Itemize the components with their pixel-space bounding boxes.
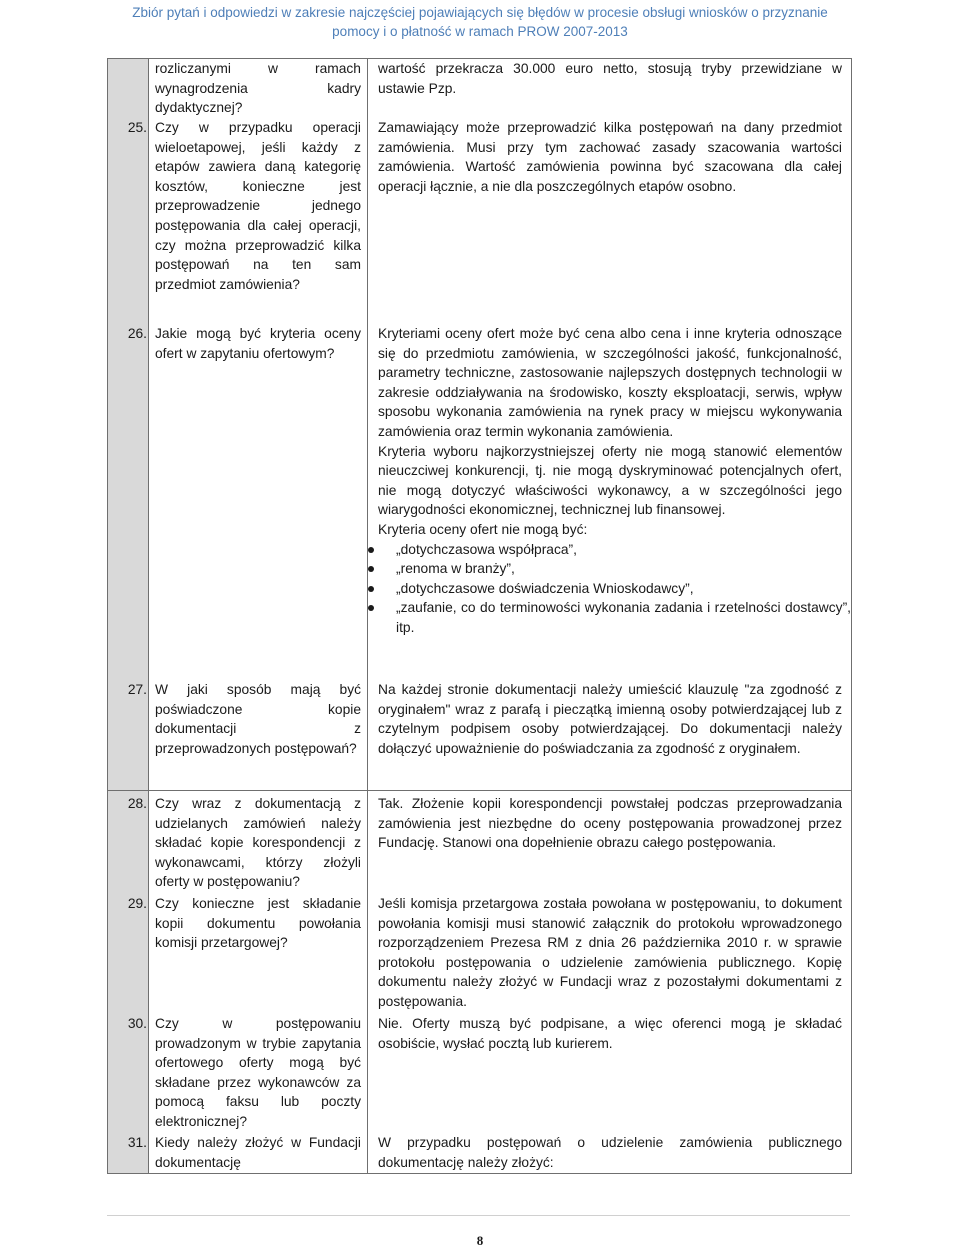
answer-paragraph: Kryteria oceny ofert nie mogą być: bbox=[378, 521, 588, 537]
list-item bbox=[368, 598, 851, 637]
answer-0 bbox=[368, 59, 851, 118]
question-text: Czy w przypadku operacji wieloetapowej, jeśli każdy z etapów zawiera daną kategorię kosztów, konieczne jest przeprowadzenie jednego postępowania dla całej operacji, czy można przeprowadzić kilka postępowań na ten sam przedmiot zamówienia? bbox=[155, 120, 361, 292]
qa-group-2 bbox=[108, 791, 852, 1174]
question-number: 27. bbox=[127, 682, 147, 697]
question-column bbox=[127, 59, 368, 791]
question-text: Kiedy należy złożyć w Fundacji dokumentację bbox=[155, 1135, 361, 1170]
page-header bbox=[0, 3, 960, 41]
list-item bbox=[368, 559, 851, 579]
bullet-list bbox=[368, 540, 851, 638]
answer-text: Tak. Złożenie kopii korespondencji powstałej podczas przeprowadzania zamówienia jest niezbędne do oceny postępowania prowadzonej przez Fundację. Stanowi ona dopełnienie obrazu całego postępowania. bbox=[378, 796, 842, 851]
answer-29 bbox=[368, 894, 851, 1014]
qa-group-1 bbox=[108, 59, 852, 791]
question-number: 29. bbox=[127, 896, 147, 911]
list-item bbox=[368, 579, 851, 599]
qa-table bbox=[107, 58, 852, 1174]
list-item-text: „renoma w branży”, bbox=[396, 561, 515, 577]
answer-26 bbox=[368, 324, 851, 680]
question-text: W jaki sposób mają być poświadczone kopie dokumentacji z przeprowadzonych postępowań? bbox=[155, 682, 361, 756]
question-0 bbox=[149, 59, 367, 118]
answer-column bbox=[368, 791, 852, 1174]
header-line-2: pomocy i o płatność w ramach PROW 2007-2013 bbox=[332, 24, 628, 39]
question-26 bbox=[127, 324, 367, 680]
list-item-text: „zaufanie, co do terminowości wykonania zadania i rzetelności dostawcy”, itp. bbox=[396, 600, 851, 635]
question-text: rozliczanymi w ramach wynagrodzenia kadry dydaktycznej? bbox=[155, 61, 361, 116]
question-29 bbox=[127, 894, 367, 1014]
answer-text: Zamawiający może przeprowadzić kilka postępowań na dany przedmiot zamówienia. Musi przy tym zachować zasady szacowania wartości zamówienia. Wartość zamówienia powinna być szacowana dla całej operacji łącznie, a nie dla poszczególnych etapów osobno. bbox=[378, 120, 842, 194]
question-text: Czy konieczne jest składanie kopii dokumentu powołania komisji przetargowej? bbox=[155, 896, 361, 951]
list-item bbox=[368, 540, 851, 560]
question-text: Czy w postępowaniu prowadzonym w trybie zapytania ofertowego oferty mogą być składane przez wykonawców za pomocą faksu lub poczty elektronicznej? bbox=[155, 1016, 361, 1129]
page-number: 8 bbox=[476, 1233, 484, 1248]
number-column bbox=[108, 791, 149, 1174]
answer-paragraph: Kryteriami oceny ofert może być cena albo cena i inne kryteria odnoszące się do przedmiotu zamówienia, w szczególności jakość, funkcjonalność, parametry techniczne, zastosowanie najlepszych dostępnych technologii w zakresie oddziaływania na środowisko, koszty eksploatacji, serwis, wpływ sposobu wykonania zamówienia na rynek pracy w miejscu wykonywania zamówienia oraz termin wykonania zamówienia. bbox=[378, 326, 842, 439]
list-item-text: „dotychczasowe doświadczenia Wnioskodawcy”, bbox=[396, 580, 694, 596]
question-number: 26. bbox=[127, 326, 147, 341]
answer-column bbox=[368, 59, 852, 791]
question-25 bbox=[127, 118, 367, 324]
question-text: Czy wraz z dokumentacją z udzielanych zamówień należy składać kopie korespondencji z wykonawcami, którzy złożyli oferty w postępowaniu? bbox=[155, 796, 361, 890]
answer-28 bbox=[368, 791, 851, 894]
question-number: 25. bbox=[127, 120, 147, 135]
question-text: Jakie mogą być kryteria oceny ofert w zapytaniu ofertowym? bbox=[155, 326, 361, 361]
answer-paragraph: Kryteria wyboru najkorzystniejszej oferty nie mogą stanowić elementów nieuczciwej konkurencji, tj. nie mogą dyskryminować potencjalnych ofert, nie mogą dotyczyć właściwości wykonawcy, a w szczególności jego wiarygodności ekonomicznej, technicznej lub finansowej. bbox=[378, 443, 842, 518]
footer-divider bbox=[107, 1215, 850, 1216]
question-27 bbox=[127, 680, 367, 790]
question-number: 31. bbox=[127, 1135, 147, 1150]
answer-text: Nie. Oferty muszą być podpisane, a więc oferenci mogą je składać osobiście, wysłać pocztą lub kurierem. bbox=[378, 1016, 842, 1051]
answer-31 bbox=[368, 1133, 851, 1173]
bullet-icon bbox=[368, 547, 374, 553]
bullet-icon bbox=[368, 605, 374, 611]
answer-text: Na każdej stronie dokumentacji należy umieścić klauzulę "za zgodność z oryginałem" wraz z parafą i pieczątką imienną osoby potwierdzającej lub z czytelnym podpisem osoby potwierdzającej. Do dokumentacji należy dołączyć upoważnienie do poświadczania za zgodność z oryginałem. bbox=[378, 682, 842, 756]
question-number: 30. bbox=[127, 1016, 147, 1031]
header-line-1: Zbiór pytań i odpowiedzi w zakresie najczęściej pojawiających się błędów w procesie obsługi wniosków o przyznanie bbox=[132, 5, 828, 20]
answer-text: W przypadku postępowań o udzielenie zamówienia publicznego dokumentację należy złożyć: bbox=[378, 1135, 842, 1170]
question-number: 28. bbox=[127, 796, 147, 811]
question-column bbox=[127, 791, 368, 1174]
answer-30 bbox=[368, 1014, 851, 1133]
question-31 bbox=[127, 1133, 367, 1173]
question-28 bbox=[127, 791, 367, 894]
bullet-icon bbox=[368, 586, 374, 592]
answer-text: wartość przekracza 30.000 euro netto, stosują tryby przewidziane w ustawie Pzp. bbox=[378, 61, 842, 96]
bullet-icon bbox=[368, 566, 374, 572]
answer-25 bbox=[368, 118, 851, 324]
question-30 bbox=[127, 1014, 367, 1133]
answer-27 bbox=[368, 680, 851, 790]
list-item-text: „dotychczasowa współpraca”, bbox=[396, 541, 577, 557]
answer-text: Jeśli komisja przetargowa została powołana w postępowaniu, to dokument powołania komisji musi stanowić załącznik do protokołu wprowadzonego rozporządzeniem Prezesa RM z dnia 26 października 2010 r. w sprawie protokołu postępowania o udzielenie zamówienia publicznego. Kopię dokumentu należy złożyć w Fundacji wraz z pozostałymi dokumentami z postępowania. bbox=[378, 896, 842, 1009]
